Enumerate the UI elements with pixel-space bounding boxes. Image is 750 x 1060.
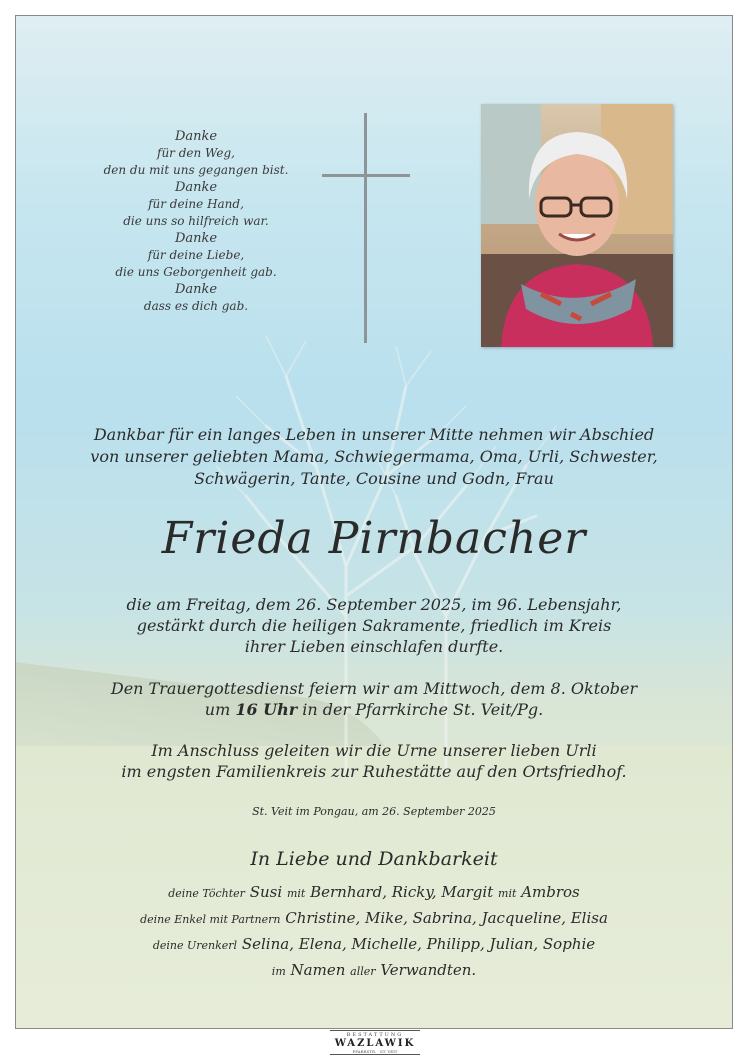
- intro-text: [16, 424, 732, 490]
- poem-title: Danke: [174, 231, 218, 246]
- intro-line: Schwägerin, Tante, Cousine und Godn, Frau: [194, 469, 554, 488]
- poem-line: dass es dich gab.: [143, 299, 249, 313]
- poem-stanza: [96, 230, 296, 281]
- service-text: [16, 678, 732, 720]
- verwandten-word: Verwandten.: [380, 961, 477, 979]
- poem-line: für deine Hand,: [148, 197, 244, 211]
- poem-line: für deine Liebe,: [147, 248, 245, 262]
- service-line: [16, 699, 732, 720]
- love-heading: In Liebe und Dankbarkeit: [250, 848, 498, 870]
- undertaker-logo: [330, 1030, 420, 1055]
- poem-stanza: [96, 179, 296, 230]
- death-line: gestärkt durch die heiligen Sakramente, friedlich im Kreis: [136, 616, 612, 635]
- family-greatgrandchildren: [16, 932, 732, 958]
- burial-line: Im Anschluss geleiten wir die Urne unserer lieben Urli: [151, 741, 597, 760]
- cross-icon: [364, 113, 367, 343]
- poem-title: Danke: [174, 180, 218, 195]
- portrait-photo: [481, 104, 673, 347]
- place-date: St. Veit im Pongau, am 26. September 2025: [252, 805, 496, 818]
- death-line: ihrer Lieben einschlafen durfte.: [244, 637, 504, 656]
- grandchildren-label: deine Enkel mit Partnern: [140, 913, 281, 926]
- daughters-label: deine Töchter: [168, 887, 245, 900]
- obituary-card: [15, 15, 733, 1029]
- poem-line: die uns Geborgenheit gab.: [115, 265, 277, 279]
- logo-top-text: BESTATTUNG: [330, 1030, 420, 1038]
- family-list: [16, 880, 732, 984]
- service-post: in der Pfarrkirche St. Veit/Pg.: [297, 700, 544, 719]
- im-word: im: [271, 965, 286, 978]
- namen-word: Namen: [290, 961, 346, 979]
- poem-title: Danke: [174, 129, 218, 144]
- cross-bar: [322, 174, 410, 177]
- poem-line: die uns so hilfreich war.: [123, 214, 269, 228]
- intro-line: Dankbar für ein langes Leben in unserer Mitte nehmen wir Abschied: [93, 425, 655, 444]
- mit-word: mit: [498, 887, 517, 900]
- family-grandchildren: [16, 906, 732, 932]
- logo-bottom-text: PFARRSTR. · ST. VEIT: [330, 1049, 420, 1055]
- partner-names: Bernhard, Ricky, Margit: [310, 883, 494, 901]
- burial-line: im engsten Familienkreis zur Ruhestätte auf den Ortsfriedhof.: [121, 762, 627, 781]
- service-pre: um: [204, 700, 236, 719]
- daughter-name: Susi: [249, 883, 283, 901]
- great-label: deine Urenkerl: [152, 939, 238, 952]
- family-daughters: [16, 880, 732, 906]
- great-names: Selina, Elena, Michelle, Philipp, Julian, Sophie: [241, 935, 596, 953]
- poem-stanza: [96, 128, 296, 179]
- poem-block: [96, 128, 296, 315]
- death-text: [16, 594, 732, 657]
- poem-title: Danke: [174, 282, 218, 297]
- poem-line: für den Weg,: [157, 146, 235, 160]
- portrait-illustration: [481, 104, 673, 347]
- burial-text: [16, 740, 732, 782]
- grandchildren-names: Christine, Mike, Sabrina, Jacqueline, Elisa: [285, 909, 608, 927]
- death-line: die am Freitag, dem 26. September 2025, im 96. Lebensjahr,: [126, 595, 622, 614]
- intro-line: von unserer geliebten Mama, Schwiegermama, Oma, Urli, Schwester,: [90, 447, 658, 466]
- aller-word: aller: [350, 965, 376, 978]
- poem-line: den du mit uns gegangen bist.: [103, 163, 289, 177]
- service-time: 16 Uhr: [235, 700, 298, 719]
- partner-name: Ambros: [521, 883, 580, 901]
- deceased-name: Frieda Pirnbacher: [161, 513, 587, 564]
- logo-text: WAZLAWIK: [334, 1038, 416, 1049]
- family-relatives: [16, 958, 732, 984]
- poem-stanza: [96, 281, 296, 315]
- service-line: Den Trauergottesdienst feiern wir am Mittwoch, dem 8. Oktober: [110, 679, 638, 698]
- mit-word: mit: [286, 887, 306, 900]
